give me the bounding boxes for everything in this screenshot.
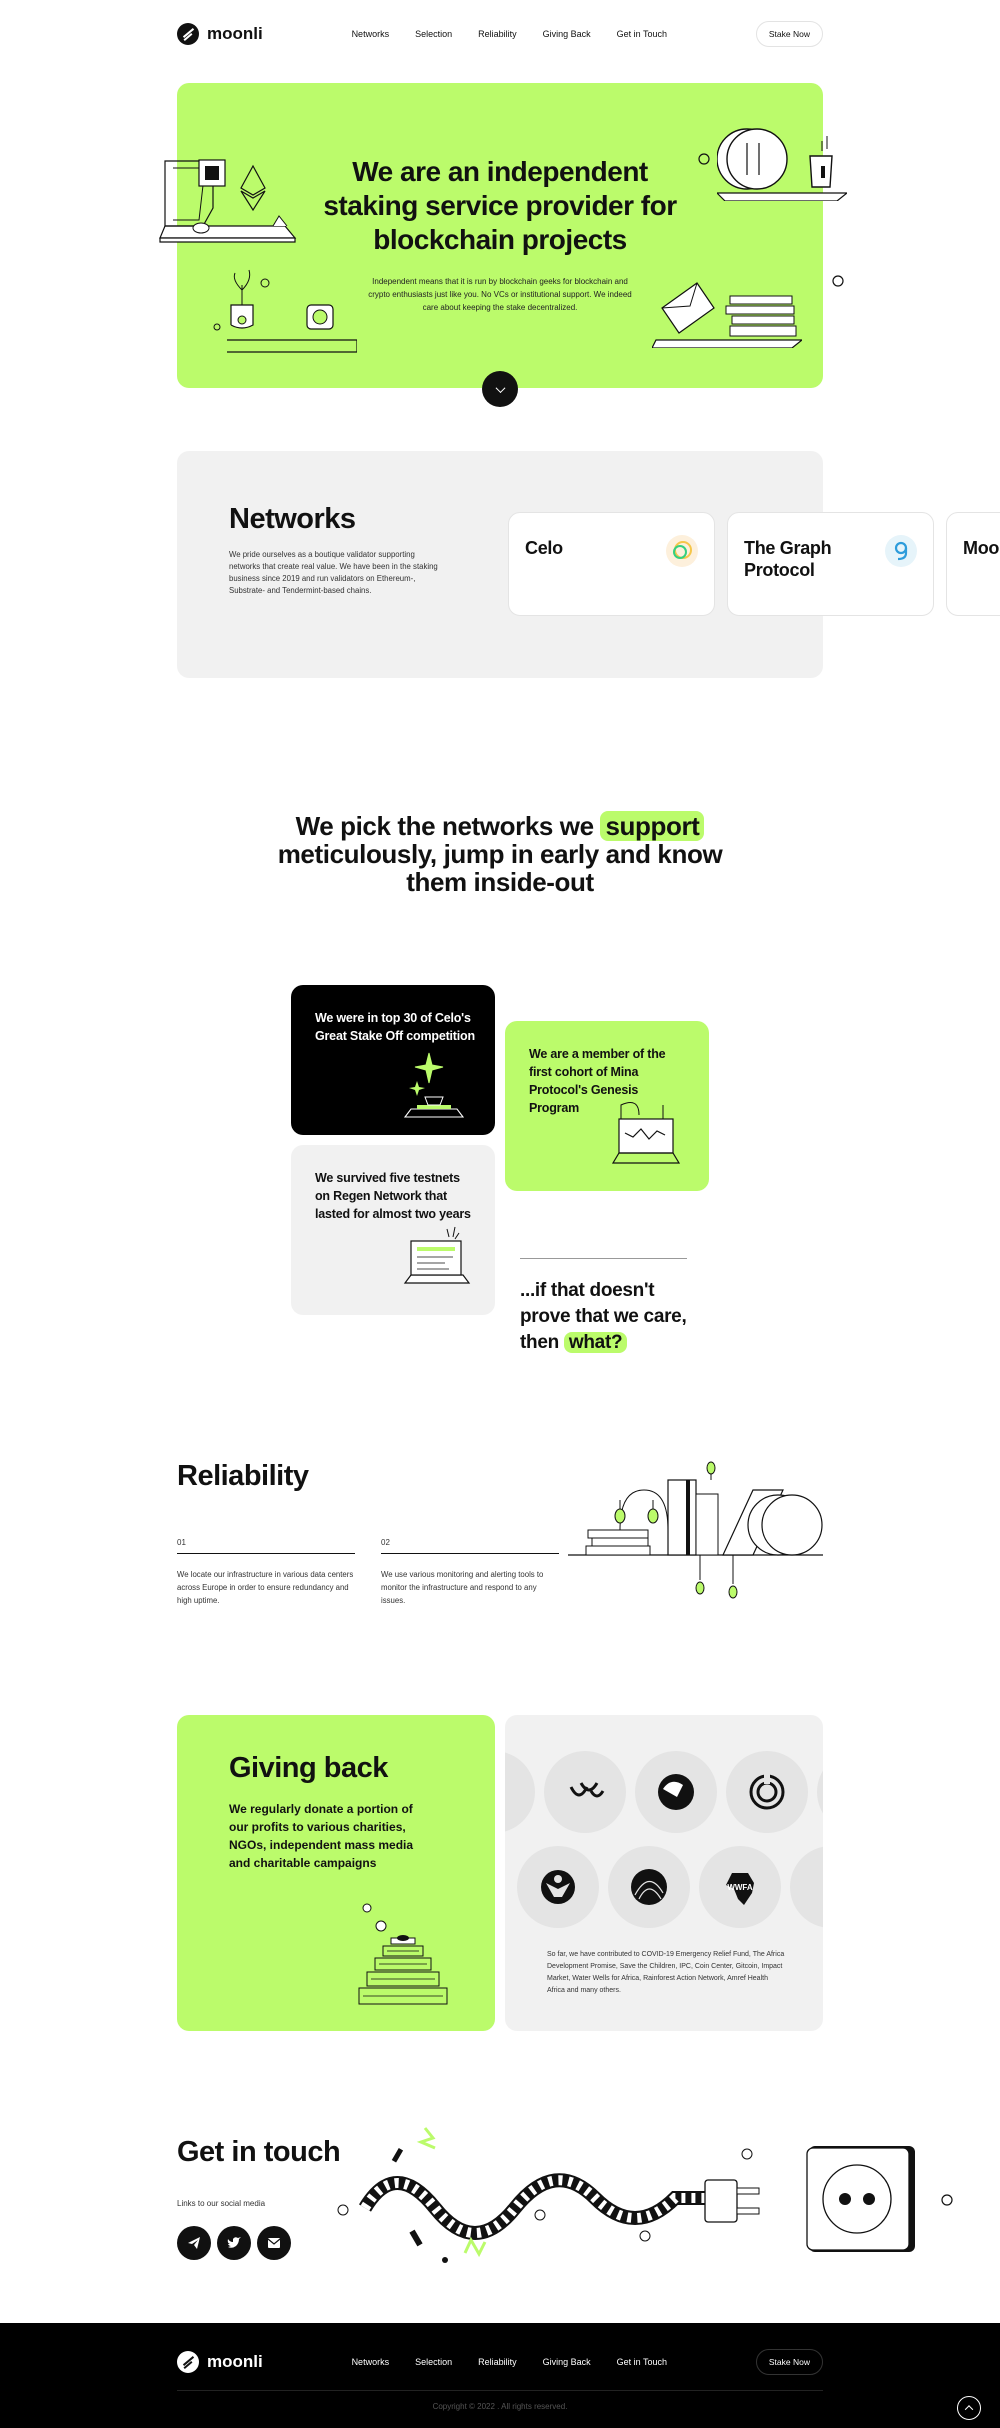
prove-line: then xyxy=(520,1332,559,1353)
laptop-chart-icon xyxy=(609,1101,689,1181)
power-socket-illustration xyxy=(805,2144,920,2256)
fact-card-mina xyxy=(505,1021,709,1191)
bubble-decoration-icon xyxy=(697,152,711,166)
stake-now-button[interactable]: Stake Now xyxy=(756,21,823,47)
ipc-logo-icon xyxy=(544,1751,626,1833)
fact-card-celo xyxy=(291,985,495,1135)
nav-reliability[interactable]: Reliability xyxy=(478,29,517,39)
scroll-down-button[interactable] xyxy=(482,371,518,407)
main-nav xyxy=(352,29,667,39)
reliability-number: 02 xyxy=(381,1538,559,1554)
giving-back-description: We regularly donate a portion of our profits to various charities, NGOs, independent mass media and charitable campaigns xyxy=(229,1802,414,1870)
cable-plug-illustration xyxy=(335,2118,815,2273)
hero-title-line: staking service provider for xyxy=(323,190,677,221)
network-name: Celo xyxy=(525,538,563,558)
nav-get-in-touch[interactable]: Get in Touch xyxy=(616,29,668,39)
fact-text: We are a member of the first cohort of Mina Protocol's Genesis Program xyxy=(529,1047,666,1115)
email-button[interactable] xyxy=(257,2226,291,2260)
fact-text: We were in top 30 of Celo's Great Stake Off competition xyxy=(315,1011,475,1043)
nav-networks[interactable]: Networks xyxy=(351,29,390,39)
selection-highlight: support xyxy=(600,811,704,841)
section-divider xyxy=(520,1258,687,1259)
nav-selection[interactable]: Selection xyxy=(415,29,453,39)
charity-logo xyxy=(817,1751,823,1833)
site-footer xyxy=(0,2323,1000,2428)
network-card-moonbeam[interactable] xyxy=(946,512,1000,616)
charity-logo xyxy=(505,1751,535,1833)
network-card-celo[interactable] xyxy=(508,512,715,616)
nav-giving-back[interactable]: Giving Back xyxy=(542,29,591,39)
reliability-title: Reliability xyxy=(177,1460,309,1492)
coin-center-logo-icon xyxy=(726,1751,808,1833)
coin-cup-illustration xyxy=(717,121,847,201)
moon-logo-icon xyxy=(177,23,199,45)
trophy-sparkle-icon xyxy=(395,1045,475,1125)
reliability-item xyxy=(381,1538,559,1607)
twitter-icon xyxy=(227,2236,241,2250)
nav-get-in-touch[interactable]: Get in Touch xyxy=(616,2357,668,2367)
celo-icon xyxy=(666,535,698,567)
footer-divider xyxy=(177,2390,823,2391)
reliability-item xyxy=(177,1538,355,1607)
telegram-button[interactable] xyxy=(177,2226,211,2260)
nav-selection[interactable]: Selection xyxy=(415,2357,453,2367)
twitter-button[interactable] xyxy=(217,2226,251,2260)
hero-title-line: blockchain projects xyxy=(373,224,627,255)
selection-title-line: them inside-out xyxy=(406,867,594,897)
brand-logo[interactable] xyxy=(177,23,263,45)
reliability-description: We locate our infrastructure in various data centers across Europe in order to ensure redundancy and high uptime. xyxy=(177,1570,354,1605)
giving-back-section xyxy=(177,1715,495,2031)
footer-brand-logo[interactable] xyxy=(177,2351,263,2373)
fact-card-regen xyxy=(291,1145,495,1315)
giving-back-title: Giving back xyxy=(229,1752,388,1784)
reliability-description: We use various monitoring and alerting tools to monitor the infrastructure and respond to any issues. xyxy=(381,1570,544,1605)
coin-stack-illustration xyxy=(347,1900,457,2010)
copyright: Copyright © 2022 . All rights reserved. xyxy=(432,2402,568,2411)
footer-header xyxy=(177,2346,823,2378)
moon-logo-icon xyxy=(177,2351,199,2373)
network-name: The Graph Protocol xyxy=(744,538,832,580)
prove-highlight: what? xyxy=(564,1332,627,1353)
email-icon xyxy=(267,2237,281,2249)
hero-section xyxy=(177,83,823,388)
prove-statement xyxy=(520,1278,700,1356)
water-wells-africa-logo-icon xyxy=(699,1846,781,1928)
nav-giving-back[interactable]: Giving Back xyxy=(542,2357,591,2367)
bubble-decoration-icon xyxy=(831,274,845,288)
monitor-laptop-icon xyxy=(395,1225,475,1305)
impact-market-logo-icon xyxy=(635,1751,717,1833)
reliability-number: 01 xyxy=(177,1538,355,1554)
stake-now-button[interactable]: Stake Now xyxy=(756,2349,823,2375)
brand-name: moonli xyxy=(207,24,263,43)
nav-networks[interactable]: Networks xyxy=(351,2357,390,2367)
charity-logo xyxy=(790,1846,823,1928)
server-infrastructure-illustration xyxy=(568,1460,823,1605)
prove-line: prove that we care, xyxy=(520,1306,687,1327)
charities-panel xyxy=(505,1715,823,2031)
selection-title xyxy=(0,812,1000,896)
the-graph-icon xyxy=(885,535,917,567)
fact-text: We survived five testnets on Regen Network that lasted for almost two years xyxy=(315,1171,471,1221)
site-header xyxy=(177,18,823,50)
selection-title-text: We pick the networks we xyxy=(295,811,594,841)
brand-name: moonli xyxy=(207,2352,263,2371)
rainforest-action-logo-icon xyxy=(608,1846,690,1928)
prove-line: ...if that doesn't xyxy=(520,1280,655,1301)
networks-description: We pride ourselves as a boutique validator supporting networks that create real value. We have been in the staking business since 2019 and run validators on Ethereum-, Substrate- and Tendermint-based chains. xyxy=(229,550,438,595)
footer-nav xyxy=(352,2357,667,2367)
social-subtitle: Links to our social media xyxy=(177,2199,266,2208)
plant-socket-illustration xyxy=(207,265,357,355)
wwfa-logo-text: WWFA xyxy=(727,1883,753,1892)
hero-title-line: We are an independent xyxy=(352,156,648,187)
charities-description: So far, we have contributed to COVID-19 Emergency Relief Fund, The Africa Development Promise, Save the Children, IPC, Coin Center, Gitcoin, Impact Market, Water Wells for Africa, Rainforest Action Network, Amref Health Africa and many others. xyxy=(547,1951,785,1994)
save-the-children-logo-icon xyxy=(517,1846,599,1928)
networks-title: Networks xyxy=(229,503,356,535)
hero-subtitle: Independent means that it is run by blockchain geeks for blockchain and crypto enthusiasts just like you. No VCs or institutional support. We indeed care about keeping the stake decentralized. xyxy=(368,277,632,312)
scroll-to-top-button[interactable] xyxy=(957,2396,981,2420)
laptop-ethereum-illustration xyxy=(155,158,305,243)
network-name: Moo xyxy=(963,538,1000,558)
envelope-books-illustration xyxy=(652,278,802,348)
nav-reliability[interactable]: Reliability xyxy=(478,2357,517,2367)
get-in-touch-title: Get in touch xyxy=(177,2136,341,2168)
telegram-icon xyxy=(187,2236,201,2250)
bubble-decoration-icon xyxy=(940,2193,954,2207)
network-card-the-graph[interactable] xyxy=(727,512,934,616)
selection-title-line: meticulously, jump in early and know xyxy=(277,839,723,869)
